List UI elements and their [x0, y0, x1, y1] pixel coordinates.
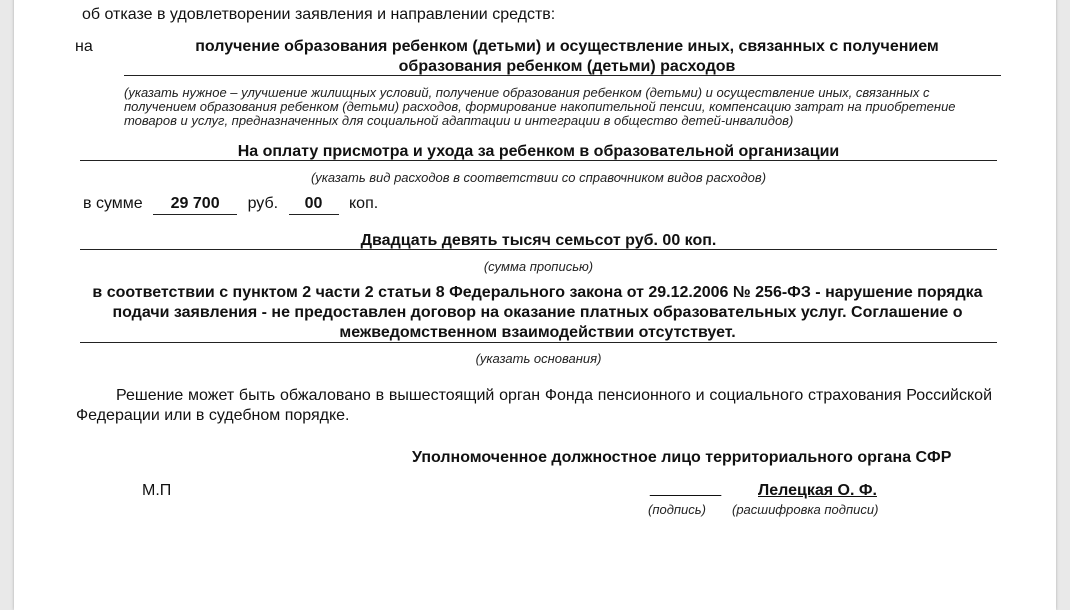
expense-hint: (указать вид расходов в соответствии со справочником видов расходов) [310, 170, 767, 185]
sum-row [83, 194, 378, 215]
signature-blank: ________ [650, 480, 722, 497]
kop-label: коп. [349, 195, 379, 212]
grounds-underline [80, 342, 997, 343]
grounds-text: в соответствии с пунктом 2 части 2 статьи 8 Федерального закона от 29.12.2006 № 256-ФЗ - нарушение порядка подачи заявления - не предоставлен договор на оказание платных образовательных услуг. Соглашение о межведомственном взаимодействии отсутствует. [92, 284, 983, 341]
stamp-label: М.П [142, 482, 172, 499]
na-label: на [75, 38, 93, 55]
intro-line: об отказе в удовлетворении заявления и направлении средств: [82, 6, 556, 23]
sum-words: Двадцать девять тысяч семьсот руб. 00 коп. [360, 232, 717, 249]
signature-hint: (подпись) [648, 502, 706, 517]
sum-words-hint: (сумма прописью) [483, 259, 594, 274]
purpose-text: получение образования ребенком (детьми) и осуществление иных, связанных с получением образования ребенком (детьми) расходов [195, 38, 939, 75]
sum-label: в сумме [83, 195, 143, 212]
document-page [14, 0, 1056, 610]
expense-underline [80, 160, 997, 161]
grounds-hint: (указать основания) [475, 351, 602, 366]
signer-name: Лелецкая О. Ф. [758, 482, 877, 499]
sum-kop: 00 [289, 194, 339, 215]
rub-label: руб. [247, 195, 279, 212]
purpose-hint: (указать нужное – улучшение жилищных условий, получение образования ребенком (детьми) и осуществление иных, связанных с получением образования ребенком (детьми) расходов, формирование накопительной пенсии, компенсацию затрат на приобретение товаров и услуг, предназначенных для социальной адаптации и интеграции в общество детей-инвалидов) [124, 85, 956, 128]
signer-hint: (расшифровка подписи) [732, 502, 879, 517]
appeal-text: Решение может быть обжаловано в вышестоящий орган Фонда пенсионного и социального страхования Российской Федерации или в судебном порядке. [76, 387, 992, 424]
official-title: Уполномоченное должностное лицо территориального органа СФР [412, 449, 952, 466]
sum-words-underline [80, 249, 997, 250]
expense-type: На оплату присмотра и ухода за ребенком в образовательной организации [237, 143, 840, 160]
purpose-underline [124, 75, 1001, 76]
sum-rub: 29 700 [153, 194, 237, 215]
